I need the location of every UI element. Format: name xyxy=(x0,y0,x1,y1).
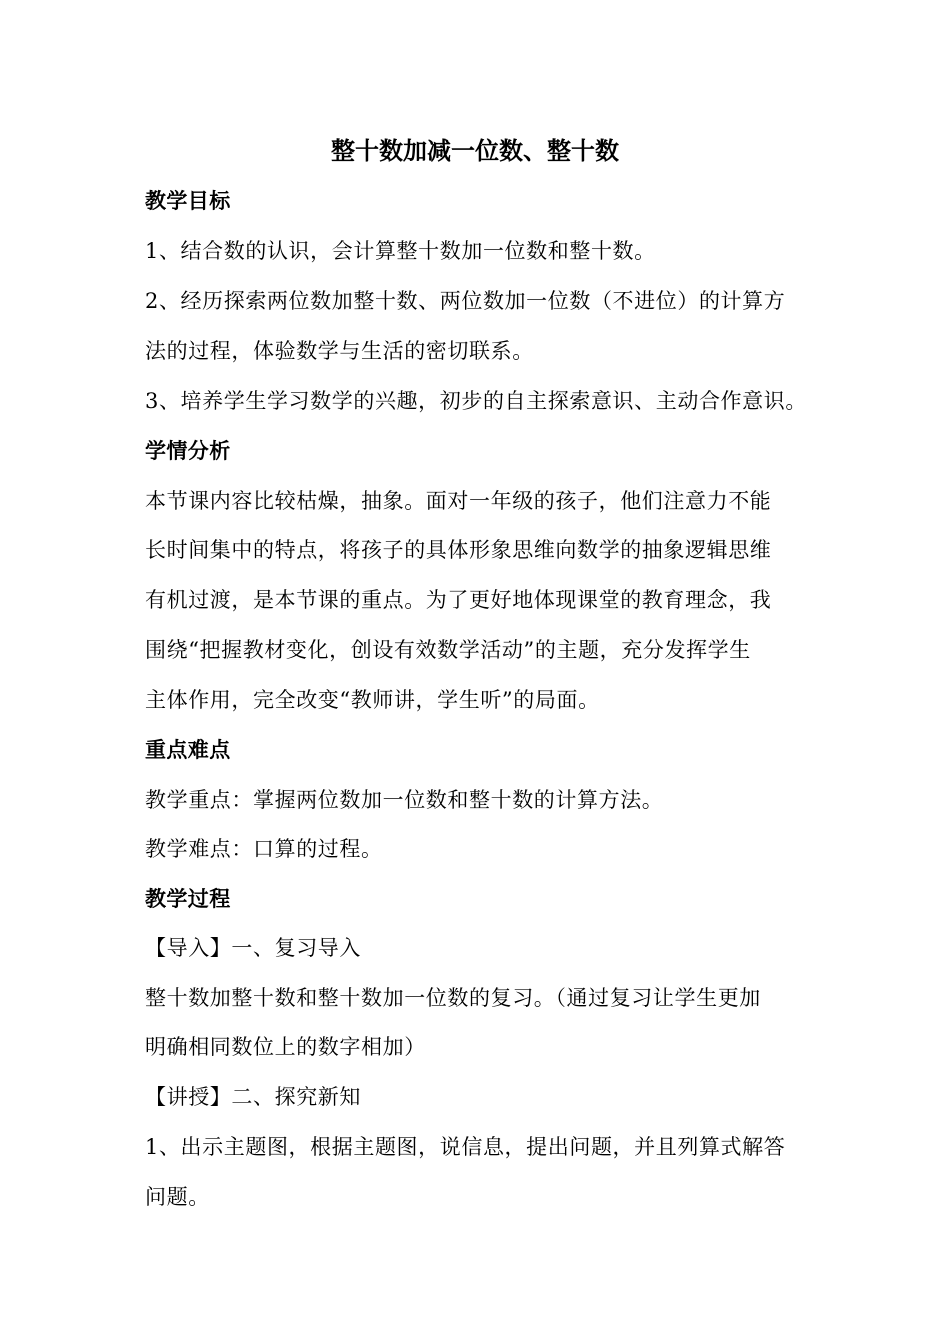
section-heading-teaching-process: 教学过程 xyxy=(145,886,231,911)
section-heading-teaching-goals: 教学目标 xyxy=(145,188,231,213)
paragraph-line: 【导入】一、复习导入 xyxy=(145,936,361,960)
paragraph-line: 主体作用，完全改变“教师讲，学生听”的局面。 xyxy=(145,688,600,712)
paragraph-line: 2、经历探索两位数加整十数、两位数加一位数（不进位）的计算方 xyxy=(145,289,786,313)
paragraph-line: 有机过渡，是本节课的重点。为了更好地体现课堂的教育理念，我 xyxy=(145,588,772,612)
paragraph-line: 3、培养学生学习数学的兴趣，初步的自主探索意识、主动合作意识。 xyxy=(145,389,807,413)
paragraph-line: 教学重点：掌握两位数加一位数和整十数的计算方法。 xyxy=(145,788,664,812)
document-title: 整十数加减一位数、整十数 xyxy=(331,136,619,165)
paragraph-line: 1、结合数的认识，会计算整十数加一位数和整十数。 xyxy=(145,239,656,263)
paragraph-line: 法的过程，体验数学与生活的密切联系。 xyxy=(145,339,534,363)
paragraph-line: 【讲授】二、探究新知 xyxy=(145,1085,361,1109)
paragraph-line: 问题。 xyxy=(145,1185,210,1209)
paragraph-line: 1、出示主题图，根据主题图，说信息，提出问题，并且列算式解答 xyxy=(145,1135,786,1159)
paragraph-line: 本节课内容比较枯燥，抽象。面对一年级的孩子，他们注意力不能 xyxy=(145,489,772,513)
section-heading-key-points: 重点难点 xyxy=(145,737,231,762)
paragraph-line: 整十数加整十数和整十数加一位数的复习。（通过复习让学生更加 xyxy=(145,986,761,1010)
paragraph-line: 教学难点：口算的过程。 xyxy=(145,837,383,861)
section-heading-learning-analysis: 学情分析 xyxy=(145,438,231,463)
paragraph-line: 明确相同数位上的数字相加） xyxy=(145,1035,426,1059)
paragraph-line: 长时间集中的特点，将孩子的具体形象思维向数学的抽象逻辑思维 xyxy=(145,538,772,562)
paragraph-line: 围绕“把握教材变化，创设有效数学活动”的主题，充分发挥学生 xyxy=(145,638,751,662)
